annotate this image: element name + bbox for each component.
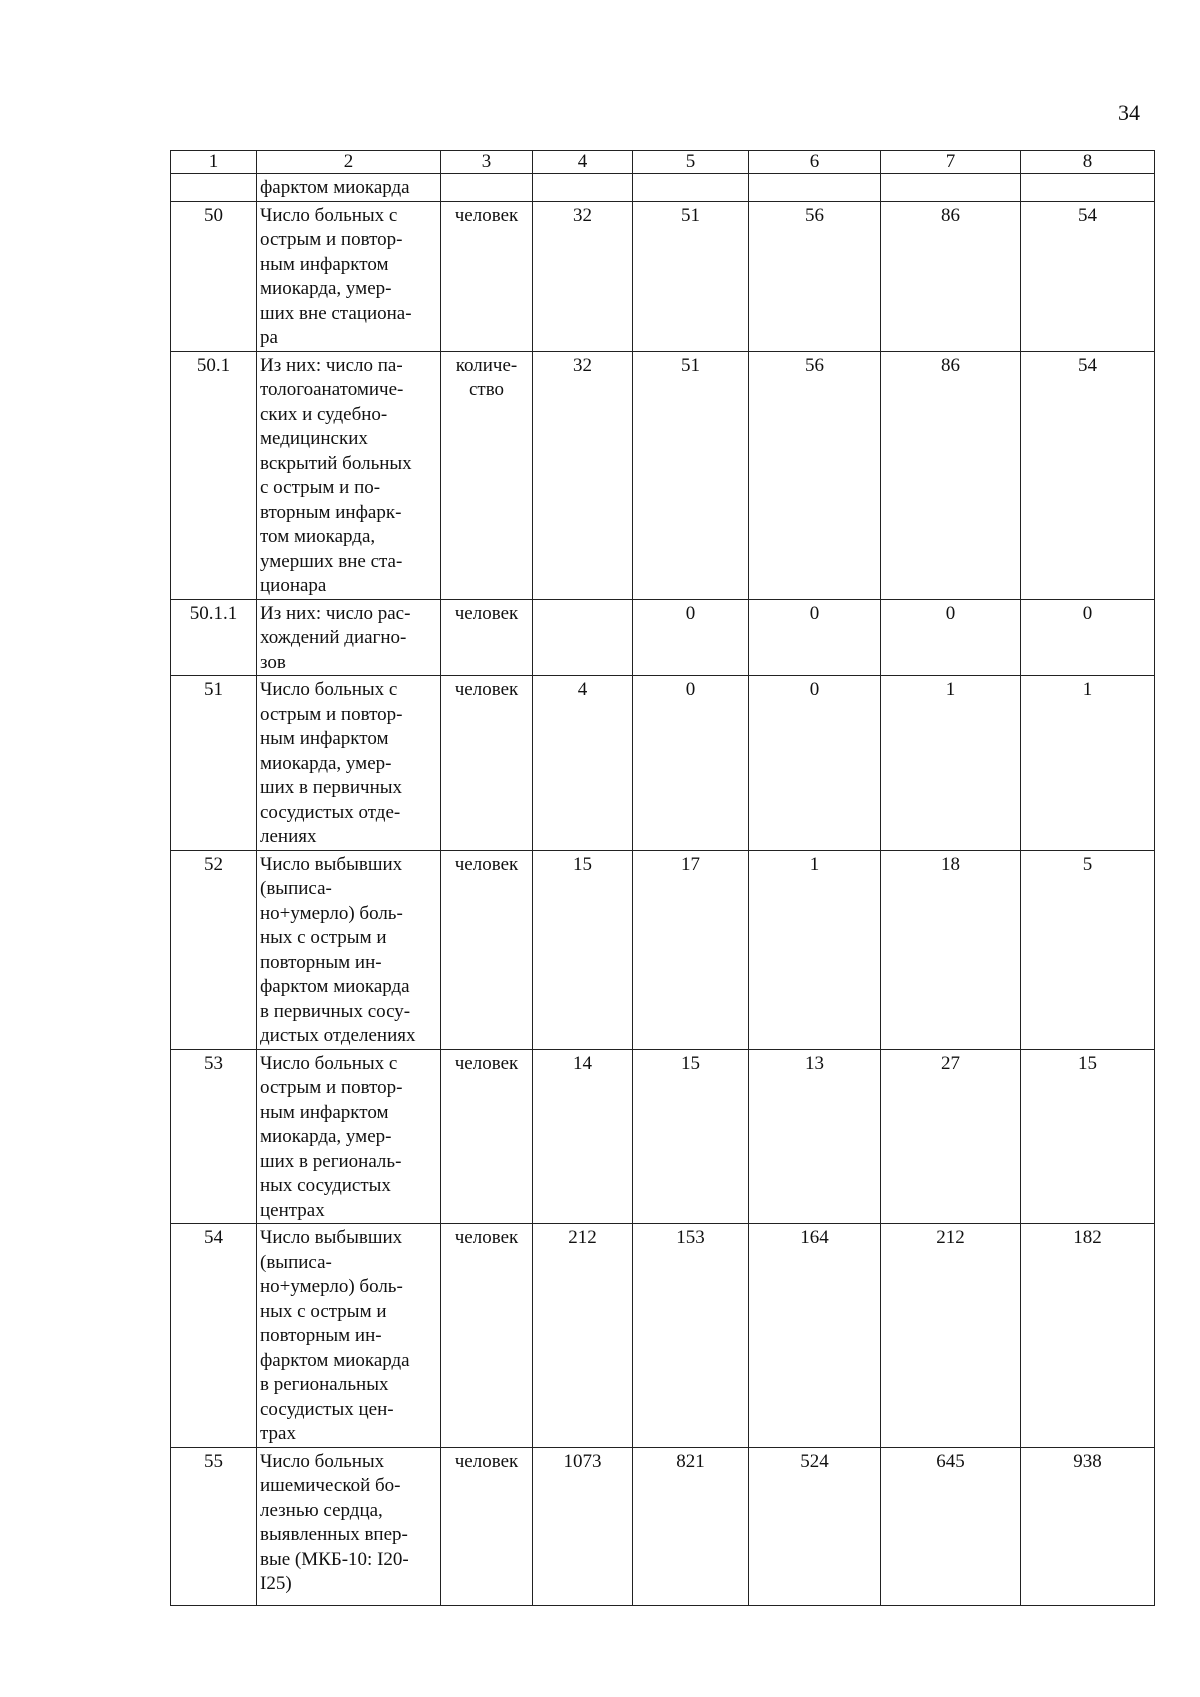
value-cell: 32 (533, 351, 633, 599)
value-cell: 27 (881, 1049, 1021, 1224)
value-cell: 1 (1021, 676, 1155, 851)
indicator-name: Число выбывших (выписа- но+умерло) боль- ных с острым и повторным ин- фарктом миокарда в региональных сосудистых цен- трах (257, 1224, 441, 1448)
value-cell (533, 599, 633, 676)
column-header: 8 (1021, 151, 1155, 174)
value-cell: 56 (749, 351, 881, 599)
value-cell: 0 (633, 599, 749, 676)
row-number: 52 (171, 850, 257, 1049)
row-number: 50.1 (171, 351, 257, 599)
value-cell: 1 (749, 850, 881, 1049)
value-cell: 15 (1021, 1049, 1155, 1224)
value-cell: 0 (1021, 599, 1155, 676)
value-cell: 0 (633, 676, 749, 851)
table-row (171, 599, 1155, 676)
column-header: 7 (881, 151, 1021, 174)
unit-of-measure: человек (441, 676, 533, 851)
value-cell: 17 (633, 850, 749, 1049)
value-cell: 86 (881, 201, 1021, 351)
unit-of-measure: человек (441, 1049, 533, 1224)
value-cell: 182 (1021, 1224, 1155, 1448)
value-cell: 14 (533, 1049, 633, 1224)
indicator-name: Из них: число рас- хождений диагно- зов (257, 599, 441, 676)
value-cell: 5 (1021, 850, 1155, 1049)
unit-of-measure: количе- ство (441, 351, 533, 599)
table-row (171, 1224, 1155, 1448)
value-cell: 13 (749, 1049, 881, 1224)
value-cell: 645 (881, 1447, 1021, 1605)
indicator-name: Число больных с острым и повтор- ным инфарктом миокарда, умер- ших вне стациона- ра (257, 201, 441, 351)
value-cell: 0 (749, 599, 881, 676)
table-row (171, 850, 1155, 1049)
value-cell: 51 (633, 351, 749, 599)
statistics-table (170, 150, 1155, 1606)
column-header: 3 (441, 151, 533, 174)
value-cell: 0 (749, 676, 881, 851)
value-cell: 32 (533, 201, 633, 351)
value-cell: 56 (749, 201, 881, 351)
table-row (171, 351, 1155, 599)
value-cell: 1 (881, 676, 1021, 851)
row-number: 53 (171, 1049, 257, 1224)
value-cell: 821 (633, 1447, 749, 1605)
value-cell: 0 (881, 599, 1021, 676)
column-header: 6 (749, 151, 881, 174)
value-cell: 54 (1021, 201, 1155, 351)
value-cell: 938 (1021, 1447, 1155, 1605)
table-row (171, 201, 1155, 351)
unit-of-measure: человек (441, 1447, 533, 1605)
row-number: 54 (171, 1224, 257, 1448)
indicator-name: Число больных ишемической бо- лезнью сердца, выявленных впер- вые (МКБ-10: I20- I25) (257, 1447, 441, 1605)
table-row (171, 676, 1155, 851)
continuation-text: фарктом миокарда (257, 174, 441, 202)
indicator-name: Число выбывших (выписа- но+умерло) боль- ных с острым и повторным ин- фарктом миокарда в первичных сосу- дистых отделениях (257, 850, 441, 1049)
unit-of-measure: человек (441, 1224, 533, 1448)
value-cell: 524 (749, 1447, 881, 1605)
row-number: 50 (171, 201, 257, 351)
value-cell: 164 (749, 1224, 881, 1448)
row-number: 51 (171, 676, 257, 851)
column-header: 5 (633, 151, 749, 174)
value-cell: 4 (533, 676, 633, 851)
continuation-row (171, 174, 1155, 202)
value-cell: 212 (533, 1224, 633, 1448)
indicator-name: Из них: число па- тологоанатомиче- ских и судебно- медицинских вскрытий больных с острым и по- вторным инфарк- том миокарда, умерших вне ста- ционара (257, 351, 441, 599)
indicator-name: Число больных с острым и повтор- ным инфарктом миокарда, умер- ших в региональ- ных сосудистых центрах (257, 1049, 441, 1224)
value-cell: 54 (1021, 351, 1155, 599)
page-number: 34 (1118, 100, 1140, 125)
value-cell: 86 (881, 351, 1021, 599)
indicator-name: Число больных с острым и повтор- ным инфарктом миокарда, умер- ших в первичных сосудистых отде- лениях (257, 676, 441, 851)
row-number: 50.1.1 (171, 599, 257, 676)
column-header: 2 (257, 151, 441, 174)
column-numbers-row (171, 151, 1155, 174)
value-cell: 153 (633, 1224, 749, 1448)
value-cell: 1073 (533, 1447, 633, 1605)
row-number: 55 (171, 1447, 257, 1605)
value-cell: 212 (881, 1224, 1021, 1448)
table-row (171, 1049, 1155, 1224)
unit-of-measure: человек (441, 850, 533, 1049)
unit-of-measure: человек (441, 599, 533, 676)
table-row (171, 1447, 1155, 1605)
value-cell: 15 (633, 1049, 749, 1224)
value-cell: 15 (533, 850, 633, 1049)
column-header: 4 (533, 151, 633, 174)
unit-of-measure: человек (441, 201, 533, 351)
value-cell: 18 (881, 850, 1021, 1049)
value-cell: 51 (633, 201, 749, 351)
column-header: 1 (171, 151, 257, 174)
